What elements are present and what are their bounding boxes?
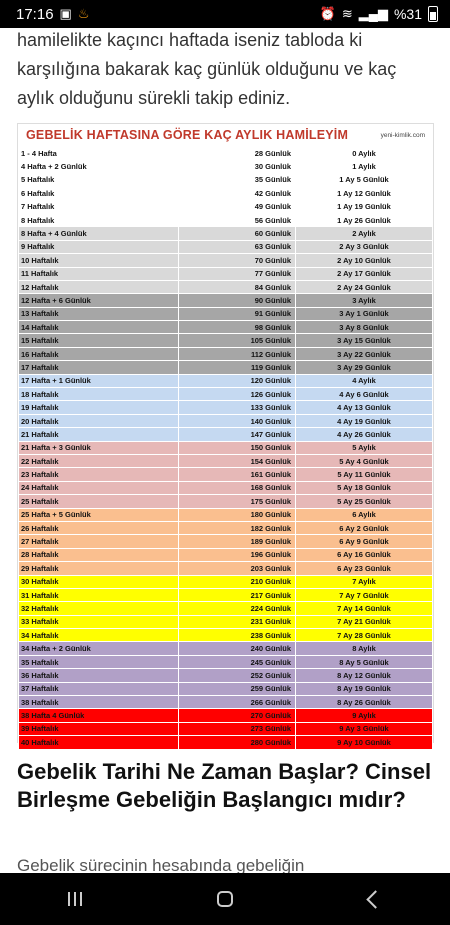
- home-icon[interactable]: [217, 891, 233, 907]
- table-row: [19, 562, 433, 575]
- week-cell: 8 Hafta + 4 Günlük: [19, 227, 179, 240]
- months-cell: 5 Ay 25 Günlük: [296, 495, 433, 508]
- days-cell: 266 Günlük: [179, 696, 296, 709]
- days-cell: 70 Günlük: [179, 254, 296, 267]
- months-cell: 9 Ay 3 Günlük: [296, 722, 433, 735]
- days-cell: 240 Günlük: [179, 642, 296, 655]
- body-text: Gebelik sürecinin hesabında gebeliğin: [17, 856, 305, 873]
- table-row: [19, 441, 433, 454]
- days-cell: 119 Günlük: [179, 361, 296, 374]
- week-cell: 29 Haftalık: [19, 562, 179, 575]
- table-row: [19, 575, 433, 588]
- intro-text: hamilelikte kaçıncı haftada iseniz tabloda ki karşılığına bakarak kaç günlük olduğunu ve kaç aylık olduğunu sürekli takip ediniz.: [17, 30, 397, 108]
- months-cell: 7 Ay 21 Günlük: [296, 615, 433, 628]
- months-cell: 4 Ay 6 Günlük: [296, 388, 433, 401]
- week-cell: 34 Hafta + 2 Günlük: [19, 642, 179, 655]
- table-row: [19, 682, 433, 695]
- days-cell: 147 Günlük: [179, 428, 296, 441]
- table-row: [19, 213, 433, 226]
- week-cell: 14 Haftalık: [19, 321, 179, 334]
- week-cell: 16 Haftalık: [19, 347, 179, 360]
- table-row: [19, 227, 433, 240]
- pregnancy-table-image: [17, 123, 434, 747]
- table-row: [19, 374, 433, 387]
- table-row: [19, 414, 433, 427]
- days-cell: 180 Günlük: [179, 508, 296, 521]
- days-cell: 150 Günlük: [179, 441, 296, 454]
- week-cell: 33 Haftalık: [19, 615, 179, 628]
- table-row: [19, 147, 433, 160]
- week-cell: 5 Haftalık: [19, 173, 179, 186]
- months-cell: 9 Ay 10 Günlük: [296, 736, 433, 749]
- table-row: [19, 669, 433, 682]
- table-row: [19, 347, 433, 360]
- box-icon: ▣: [59, 6, 72, 21]
- days-cell: 77 Günlük: [179, 267, 296, 280]
- days-cell: 42 Günlük: [179, 187, 296, 200]
- days-cell: 56 Günlük: [179, 213, 296, 226]
- days-cell: 84 Günlük: [179, 280, 296, 293]
- week-cell: 6 Haftalık: [19, 187, 179, 200]
- week-cell: 11 Haftalık: [19, 267, 179, 280]
- table-row: [19, 334, 433, 347]
- week-cell: 25 Haftalık: [19, 495, 179, 508]
- months-cell: 6 Ay 16 Günlük: [296, 548, 433, 561]
- days-cell: 35 Günlük: [179, 173, 296, 186]
- week-cell: 30 Haftalık: [19, 575, 179, 588]
- days-cell: 259 Günlük: [179, 682, 296, 695]
- week-cell: 26 Haftalık: [19, 521, 179, 534]
- days-cell: 140 Günlük: [179, 414, 296, 427]
- months-cell: 1 Ay 5 Günlük: [296, 173, 433, 186]
- months-cell: 2 Aylık: [296, 227, 433, 240]
- week-cell: 18 Haftalık: [19, 388, 179, 401]
- week-cell: 38 Hafta 4 Günlük: [19, 709, 179, 722]
- week-cell: 9 Haftalık: [19, 240, 179, 253]
- week-cell: 21 Hafta + 3 Günlük: [19, 441, 179, 454]
- months-cell: 8 Ay 19 Günlük: [296, 682, 433, 695]
- table-site: yeni-kimlik.com: [380, 131, 425, 139]
- flame-icon: ♨: [77, 6, 90, 21]
- days-cell: 175 Günlük: [179, 495, 296, 508]
- months-cell: 4 Ay 13 Günlük: [296, 401, 433, 414]
- days-cell: 182 Günlük: [179, 521, 296, 534]
- months-cell: 8 Ay 5 Günlük: [296, 655, 433, 668]
- months-cell: 5 Ay 11 Günlük: [296, 468, 433, 481]
- table-row: [19, 629, 433, 642]
- week-cell: 40 Haftalık: [19, 736, 179, 749]
- months-cell: 7 Ay 28 Günlük: [296, 629, 433, 642]
- week-cell: 38 Haftalık: [19, 696, 179, 709]
- days-cell: 203 Günlük: [179, 562, 296, 575]
- status-bar: [0, 0, 450, 28]
- table-row: [19, 588, 433, 601]
- table-row: [19, 240, 433, 253]
- table-row: [19, 535, 433, 548]
- table-row: [19, 495, 433, 508]
- days-cell: 196 Günlük: [179, 548, 296, 561]
- months-cell: 6 Aylık: [296, 508, 433, 521]
- months-cell: 6 Ay 23 Günlük: [296, 562, 433, 575]
- days-cell: 238 Günlük: [179, 629, 296, 642]
- week-cell: 39 Haftalık: [19, 722, 179, 735]
- recent-apps-icon[interactable]: [68, 892, 82, 906]
- days-cell: 245 Günlük: [179, 655, 296, 668]
- months-cell: 2 Ay 3 Günlük: [296, 240, 433, 253]
- months-cell: 1 Aylık: [296, 160, 433, 173]
- months-cell: 1 Ay 19 Günlük: [296, 200, 433, 213]
- status-icons: [320, 6, 438, 22]
- days-cell: 161 Günlük: [179, 468, 296, 481]
- week-cell: 20 Haftalık: [19, 414, 179, 427]
- table-row: [19, 321, 433, 334]
- days-cell: 168 Günlük: [179, 481, 296, 494]
- months-cell: 4 Aylık: [296, 374, 433, 387]
- week-cell: 12 Hafta + 6 Günlük: [19, 294, 179, 307]
- days-cell: 120 Günlük: [179, 374, 296, 387]
- week-cell: 1 - 4 Hafta: [19, 147, 179, 160]
- days-cell: 189 Günlük: [179, 535, 296, 548]
- months-cell: 6 Ay 2 Günlük: [296, 521, 433, 534]
- table-row: [19, 615, 433, 628]
- months-cell: 3 Aylık: [296, 294, 433, 307]
- week-cell: 10 Haftalık: [19, 254, 179, 267]
- months-cell: 8 Aylık: [296, 642, 433, 655]
- table-row: [19, 602, 433, 615]
- navigation-bar: [0, 873, 450, 925]
- status-time: 17:16: [16, 5, 54, 23]
- months-cell: 7 Ay 7 Günlük: [296, 588, 433, 601]
- table-row: [19, 361, 433, 374]
- week-cell: 27 Haftalık: [19, 535, 179, 548]
- week-cell: 37 Haftalık: [19, 682, 179, 695]
- months-cell: 4 Ay 19 Günlük: [296, 414, 433, 427]
- months-cell: 2 Ay 17 Günlük: [296, 267, 433, 280]
- days-cell: 126 Günlük: [179, 388, 296, 401]
- week-cell: 32 Haftalık: [19, 602, 179, 615]
- days-cell: 91 Günlük: [179, 307, 296, 320]
- days-cell: 30 Günlük: [179, 160, 296, 173]
- months-cell: 5 Aylık: [296, 441, 433, 454]
- week-cell: 13 Haftalık: [19, 307, 179, 320]
- battery-text: %31: [393, 6, 422, 22]
- table-row: [19, 642, 433, 655]
- months-cell: 3 Ay 8 Günlük: [296, 321, 433, 334]
- table-row: [19, 187, 433, 200]
- months-cell: 5 Ay 4 Günlük: [296, 454, 433, 467]
- table-row: [19, 388, 433, 401]
- week-cell: 4 Hafta + 2 Günlük: [19, 160, 179, 173]
- back-icon[interactable]: [366, 890, 384, 908]
- days-cell: 133 Günlük: [179, 401, 296, 414]
- table-row: [19, 736, 433, 749]
- week-cell: 23 Haftalık: [19, 468, 179, 481]
- days-cell: 217 Günlük: [179, 588, 296, 601]
- week-cell: 24 Haftalık: [19, 481, 179, 494]
- table-row: [19, 254, 433, 267]
- table-title: GEBELİK HAFTASINA GÖRE KAÇ AYLIK HAMİLEYİM: [26, 128, 349, 142]
- days-cell: 112 Günlük: [179, 347, 296, 360]
- table-row: [19, 481, 433, 494]
- table-row: [19, 548, 433, 561]
- days-cell: 224 Günlük: [179, 602, 296, 615]
- months-cell: 2 Ay 24 Günlük: [296, 280, 433, 293]
- table-row: [19, 173, 433, 186]
- months-cell: 0 Aylık: [296, 147, 433, 160]
- wifi-icon: ≋: [341, 6, 353, 21]
- months-cell: 1 Ay 12 Günlük: [296, 187, 433, 200]
- months-cell: 3 Ay 15 Günlük: [296, 334, 433, 347]
- week-cell: 25 Hafta + 5 Günlük: [19, 508, 179, 521]
- months-cell: 4 Ay 26 Günlük: [296, 428, 433, 441]
- months-cell: 7 Ay 14 Günlük: [296, 602, 433, 615]
- days-cell: 105 Günlük: [179, 334, 296, 347]
- battery-icon: [428, 6, 438, 22]
- days-cell: 231 Günlük: [179, 615, 296, 628]
- table-row: [19, 696, 433, 709]
- months-cell: 2 Ay 10 Günlük: [296, 254, 433, 267]
- months-cell: 5 Ay 18 Günlük: [296, 481, 433, 494]
- months-cell: 8 Ay 26 Günlük: [296, 696, 433, 709]
- table-row: [19, 508, 433, 521]
- table-row: [19, 307, 433, 320]
- months-cell: 3 Ay 22 Günlük: [296, 347, 433, 360]
- days-cell: 98 Günlük: [179, 321, 296, 334]
- days-cell: 49 Günlük: [179, 200, 296, 213]
- week-cell: 19 Haftalık: [19, 401, 179, 414]
- days-cell: 63 Günlük: [179, 240, 296, 253]
- days-cell: 270 Günlük: [179, 709, 296, 722]
- table-row: [19, 655, 433, 668]
- alarm-icon: ⏰: [319, 6, 336, 21]
- months-cell: 1 Ay 26 Günlük: [296, 213, 433, 226]
- week-cell: 15 Haftalık: [19, 334, 179, 347]
- table-row: [19, 200, 433, 213]
- week-cell: 17 Haftalık: [19, 361, 179, 374]
- table-row: [19, 454, 433, 467]
- days-cell: 28 Günlük: [179, 147, 296, 160]
- months-cell: 8 Ay 12 Günlük: [296, 669, 433, 682]
- months-cell: 3 Ay 1 Günlük: [296, 307, 433, 320]
- pregnancy-week-table: [18, 146, 433, 750]
- table-row: [19, 401, 433, 414]
- week-cell: 28 Haftalık: [19, 548, 179, 561]
- week-cell: 35 Haftalık: [19, 655, 179, 668]
- week-cell: 34 Haftalık: [19, 629, 179, 642]
- table-row: [19, 709, 433, 722]
- table-row: [19, 294, 433, 307]
- days-cell: 90 Günlük: [179, 294, 296, 307]
- week-cell: 21 Haftalık: [19, 428, 179, 441]
- table-row: [19, 280, 433, 293]
- table-row: [19, 722, 433, 735]
- week-cell: 31 Haftalık: [19, 588, 179, 601]
- days-cell: 210 Günlük: [179, 575, 296, 588]
- table-row: [19, 521, 433, 534]
- week-cell: 7 Haftalık: [19, 200, 179, 213]
- days-cell: 154 Günlük: [179, 454, 296, 467]
- signal-icon: ▂▄▆: [358, 6, 388, 21]
- days-cell: 252 Günlük: [179, 669, 296, 682]
- days-cell: 60 Günlük: [179, 227, 296, 240]
- table-title-bar: [18, 124, 433, 146]
- days-cell: 273 Günlük: [179, 722, 296, 735]
- week-cell: 12 Haftalık: [19, 280, 179, 293]
- months-cell: 6 Ay 9 Günlük: [296, 535, 433, 548]
- page-content[interactable]: [0, 28, 450, 873]
- week-cell: 36 Haftalık: [19, 669, 179, 682]
- months-cell: 9 Aylık: [296, 709, 433, 722]
- table-row: [19, 428, 433, 441]
- week-cell: 22 Haftalık: [19, 454, 179, 467]
- table-row: [19, 160, 433, 173]
- table-row: [19, 468, 433, 481]
- week-cell: 8 Haftalık: [19, 213, 179, 226]
- section-heading: Gebelik Tarihi Ne Zaman Başlar? Cinsel Birleşme Gebeliğin Başlangıcı mıdır?: [17, 759, 432, 812]
- week-cell: 17 Hafta + 1 Günlük: [19, 374, 179, 387]
- months-cell: 3 Ay 29 Günlük: [296, 361, 433, 374]
- months-cell: 7 Aylık: [296, 575, 433, 588]
- table-row: [19, 267, 433, 280]
- days-cell: 280 Günlük: [179, 736, 296, 749]
